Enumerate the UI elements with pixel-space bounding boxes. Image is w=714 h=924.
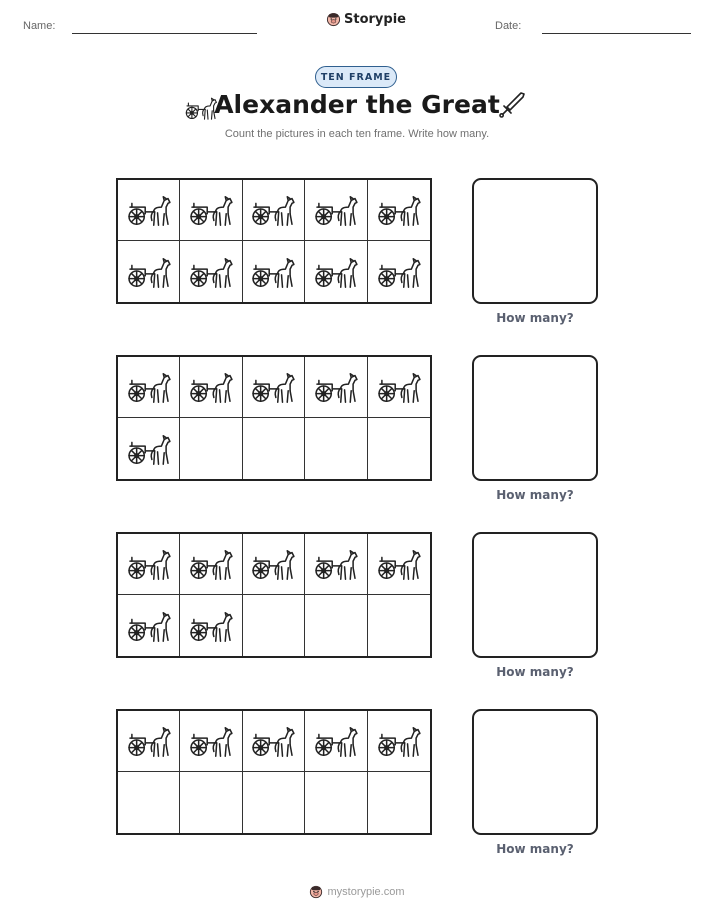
- footer: [0, 885, 714, 899]
- ten-frame-cell: [118, 772, 180, 833]
- brand-logo: [326, 12, 406, 27]
- answer-box-3[interactable]: [472, 532, 598, 658]
- ten-frame-cell: [243, 711, 305, 772]
- ten-frame-cell: [305, 357, 367, 418]
- chariot-icon: [188, 722, 234, 760]
- chariot-icon: [313, 545, 359, 583]
- ten-frame-cell: [305, 418, 367, 479]
- how-many-label-2: How many?: [496, 488, 574, 502]
- chariot-icon: [188, 545, 234, 583]
- answer-box-4[interactable]: [472, 709, 598, 835]
- chariot-icon: [250, 545, 296, 583]
- ten-frame-cell: [368, 711, 430, 772]
- ten-frame-1: [116, 178, 432, 304]
- ten-frame-cell: [368, 534, 430, 595]
- ten-frame-cell: [368, 772, 430, 833]
- ten-frame-cell: [118, 357, 180, 418]
- ten-frame-cell: [368, 180, 430, 241]
- chariot-icon: [376, 253, 422, 291]
- ten-frame-cell: [305, 534, 367, 595]
- page-title: Alexander the Great: [214, 90, 500, 119]
- date-label: Date:: [495, 20, 522, 32]
- ten-frame-cell: [305, 711, 367, 772]
- ten-frame-cell: [243, 772, 305, 833]
- chariot-icon: [313, 722, 359, 760]
- chariot-icon: [126, 722, 172, 760]
- footer-url: mystorypie.com: [327, 886, 405, 898]
- ten-frame-cell: [305, 180, 367, 241]
- ten-frame-cell: [305, 241, 367, 302]
- chariot-icon: [126, 607, 172, 645]
- chariot-icon: [188, 253, 234, 291]
- ten-frame-cell: [243, 418, 305, 479]
- chariot-icon: [126, 430, 172, 468]
- chariot-icon: [250, 191, 296, 229]
- ten-frame-cell: [118, 534, 180, 595]
- answer-box-2[interactable]: [472, 355, 598, 481]
- chariot-icon: [376, 722, 422, 760]
- ten-frame-2: [116, 355, 432, 481]
- date-line[interactable]: [542, 33, 691, 34]
- ten-frame-cell: [180, 180, 242, 241]
- ten-frame-cell: [368, 357, 430, 418]
- chariot-icon: [313, 191, 359, 229]
- ten-frame-cell: [180, 241, 242, 302]
- ten-frame-cell: [118, 180, 180, 241]
- ten-frame-cell: [180, 357, 242, 418]
- ten-frame-cell: [180, 772, 242, 833]
- chariot-icon: [313, 253, 359, 291]
- pig-mascot-icon: [326, 12, 341, 27]
- chariot-icon: [188, 191, 234, 229]
- pig-mascot-icon: [309, 885, 323, 899]
- how-many-label-3: How many?: [496, 665, 574, 679]
- chariot-icon: [188, 368, 234, 406]
- chariot-icon: [376, 368, 422, 406]
- how-many-label-4: How many?: [496, 842, 574, 856]
- ten-frame-cell: [118, 241, 180, 302]
- ten-frame-3: [116, 532, 432, 658]
- ten-frame-cell: [368, 418, 430, 479]
- chariot-icon: [126, 545, 172, 583]
- chariot-icon: [250, 368, 296, 406]
- ten-frame-cell: [180, 711, 242, 772]
- chariot-icon: [250, 253, 296, 291]
- ten-frame-cell: [118, 595, 180, 656]
- name-line[interactable]: [72, 33, 257, 34]
- ten-frame-cell: [243, 357, 305, 418]
- ten-frame-cell: [180, 418, 242, 479]
- ten-frame-cell: [368, 241, 430, 302]
- answer-box-1[interactable]: [472, 178, 598, 304]
- chariot-icon: [313, 368, 359, 406]
- name-label: Name:: [23, 20, 56, 32]
- chariot-icon: [126, 191, 172, 229]
- ten-frame-cell: [180, 595, 242, 656]
- ten-frame-cell: [305, 595, 367, 656]
- ten-frame-cell: [118, 711, 180, 772]
- ten-frame-4: [116, 709, 432, 835]
- brand-name: Storypie: [344, 12, 406, 27]
- how-many-label-1: How many?: [496, 311, 574, 325]
- instructions: Count the pictures in each ten frame. Write how many.: [224, 128, 490, 140]
- ten-frame-cell: [243, 534, 305, 595]
- ten-frame-cell: [305, 772, 367, 833]
- ten-frame-cell: [368, 595, 430, 656]
- chariot-icon: [126, 253, 172, 291]
- ten-frame-cell: [180, 534, 242, 595]
- ten-frame-cell: [243, 241, 305, 302]
- ten-frame-cell: [243, 180, 305, 241]
- ten-frame-badge: TEN FRAME: [315, 66, 397, 88]
- chariot-icon: [376, 191, 422, 229]
- ten-frame-cell: [118, 418, 180, 479]
- chariot-icon: [250, 722, 296, 760]
- chariot-icon: [376, 545, 422, 583]
- ten-frame-cell: [243, 595, 305, 656]
- sword-icon: [497, 90, 527, 122]
- chariot-icon: [188, 607, 234, 645]
- chariot-icon: [126, 368, 172, 406]
